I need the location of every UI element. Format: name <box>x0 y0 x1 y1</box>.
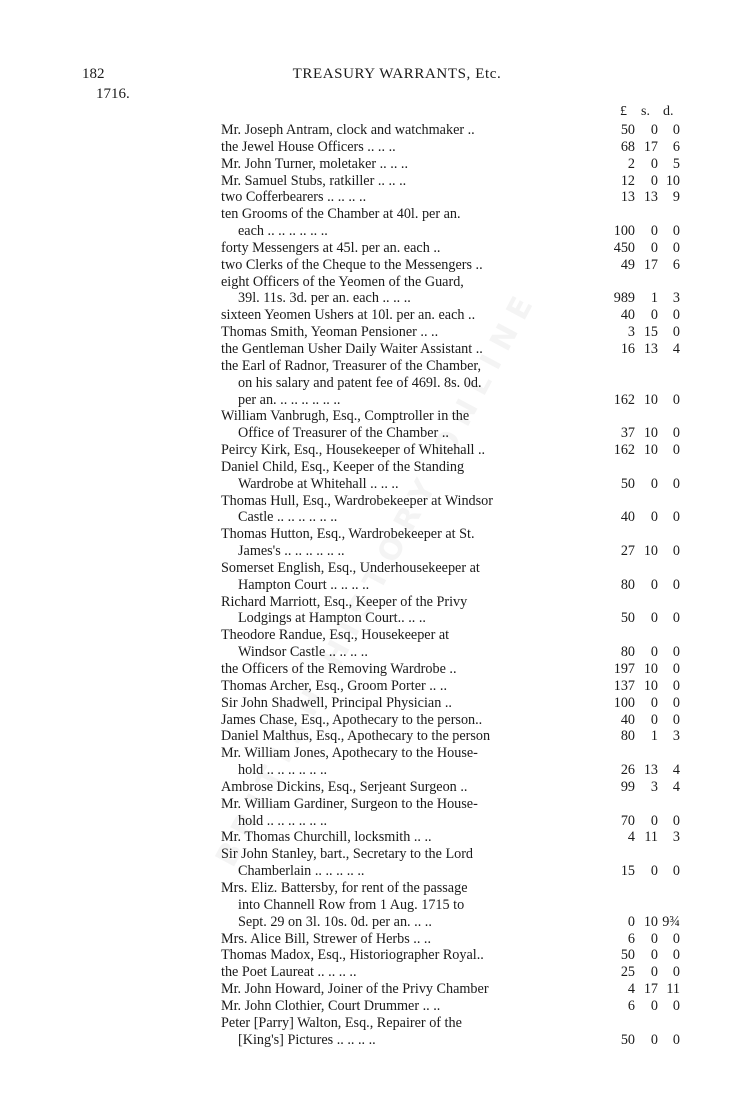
entry-line <box>221 375 675 392</box>
table-row <box>221 526 680 560</box>
entry-line <box>221 677 680 695</box>
table-row <box>221 206 680 240</box>
pence-value: 3 <box>672 290 680 307</box>
entry-line <box>221 913 680 931</box>
entry-line <box>221 897 675 914</box>
shillings-value: 13 <box>643 340 658 357</box>
shillings-value: 0 <box>650 964 658 981</box>
table-row <box>221 677 680 695</box>
entry-line <box>221 459 675 476</box>
entry-line <box>221 324 680 341</box>
entry-line <box>221 762 680 779</box>
entry-line <box>221 846 675 863</box>
table-row <box>221 829 680 846</box>
year-marker: 1716. <box>96 86 130 102</box>
entry-text: Sir John Stanley, bart., Secretary to the Lord <box>221 846 474 863</box>
pounds-value: 25 <box>620 964 635 981</box>
pence-value: 6 <box>672 138 680 155</box>
pence-value: 0 <box>672 997 680 1014</box>
pounds-value: 68 <box>620 138 635 155</box>
pence-value: 0 <box>672 947 680 964</box>
pounds-value: 40 <box>620 509 635 526</box>
pounds-value: 50 <box>620 610 635 627</box>
pounds-value: 99 <box>620 778 635 795</box>
table-row <box>221 661 680 678</box>
pounds-value: 100 <box>613 223 635 240</box>
running-head: TREASURY WARRANTS, Etc. <box>292 66 502 82</box>
shillings-value: 10 <box>643 677 658 694</box>
table-row <box>221 155 680 173</box>
entry-text: Somerset English, Esq., Underhousekeeper at <box>221 559 480 576</box>
pounds-value: 50 <box>620 475 635 492</box>
entry-text: Hampton Court .. .. .. .. <box>238 576 370 593</box>
entry-text: Daniel Child, Esq., Keeper of the Standing <box>221 458 465 475</box>
shillings-value: 15 <box>643 324 658 341</box>
entry-text: Sir John Shadwell, Principal Physician .. <box>221 694 452 711</box>
pence-value: 4 <box>672 778 680 795</box>
pence-value: 0 <box>672 122 680 138</box>
entry-line <box>221 543 680 560</box>
pounds-value: 162 <box>613 391 635 408</box>
shillings-value: 0 <box>650 812 658 829</box>
pence-value: 0 <box>672 964 680 981</box>
entry-line <box>221 627 675 644</box>
pounds-heading: £ <box>620 104 627 119</box>
table-row <box>221 745 680 779</box>
entry-text: Mr. William Jones, Apothecary to the House- <box>221 745 478 762</box>
pence-value: 0 <box>672 425 680 442</box>
table-row <box>221 408 680 442</box>
table-row <box>221 307 680 324</box>
entry-line <box>221 981 680 998</box>
entry-line <box>221 189 680 206</box>
pence-value: 3 <box>672 829 680 846</box>
entry-text: Lodgings at Hampton Court.. .. .. <box>238 610 426 627</box>
pounds-value: 80 <box>620 644 635 661</box>
pounds-value: 3 <box>627 324 635 341</box>
entry-text: Thomas Hull, Esq., Wardrobekeeper at Windsor <box>221 492 493 509</box>
pounds-value: 6 <box>627 997 635 1014</box>
entry-text: Mr. Thomas Churchill, locksmith .. .. <box>221 829 432 846</box>
pence-value: 0 <box>672 661 680 677</box>
table-row <box>221 138 680 156</box>
shillings-value: 10 <box>643 661 658 677</box>
entry-text: sixteen Yeomen Ushers at 10l. per an. each .. <box>221 307 476 324</box>
entry-text: Windsor Castle .. .. .. .. <box>238 644 368 661</box>
table-row <box>221 795 680 830</box>
pence-value: 3 <box>672 728 680 745</box>
entry-text: Mrs. Alice Bill, Strewer of Herbs .. .. <box>221 930 432 947</box>
pounds-value: 13 <box>620 189 635 206</box>
table-row <box>221 492 680 527</box>
table-row <box>221 458 680 493</box>
entry-text: James Chase, Esq., Apothecary to the person.. <box>221 711 483 728</box>
entry-line <box>221 661 680 678</box>
table-row <box>221 846 680 880</box>
shillings-value: 0 <box>650 711 658 728</box>
shillings-value: 0 <box>650 223 658 240</box>
pence-value: 0 <box>672 812 680 829</box>
entry-text: Mr. John Clothier, Court Drummer .. .. <box>221 997 441 1014</box>
pounds-value: 80 <box>620 576 635 593</box>
pounds-value: 6 <box>627 930 635 947</box>
pence-value: 0 <box>672 863 680 880</box>
entry-text: the Poet Laureat .. .. .. .. <box>221 964 357 981</box>
entry-line <box>221 475 680 493</box>
pounds-value: 50 <box>620 947 635 964</box>
entry-text: the Earl of Radnor, Treasurer of the Chamber, <box>221 357 482 374</box>
pence-value: 6 <box>672 256 680 273</box>
table-row <box>221 879 680 931</box>
entry-text: on his salary and patent fee of 469l. 8s. 0d. <box>238 374 482 391</box>
entry-text: Mrs. Eliz. Battersby, for rent of the passage <box>221 879 468 896</box>
table-row <box>221 627 680 661</box>
pounds-value: 40 <box>620 711 635 728</box>
entry-line <box>221 560 675 577</box>
shillings-value: 0 <box>650 694 658 711</box>
entry-line <box>221 526 675 543</box>
table-row <box>221 559 680 594</box>
entry-line <box>221 644 680 661</box>
entry-line <box>221 290 680 307</box>
entry-line <box>221 493 675 510</box>
table-row <box>221 778 680 796</box>
table-row <box>221 239 680 257</box>
table-row <box>221 694 680 712</box>
entry-text: James's .. .. .. .. .. .. <box>238 543 345 560</box>
table-row <box>221 593 680 628</box>
pounds-value: 4 <box>627 981 635 998</box>
table-row <box>221 947 680 964</box>
entry-text: Thomas Madox, Esq., Historiographer Royal.. <box>221 947 484 964</box>
entry-line <box>221 256 680 274</box>
pounds-value: 450 <box>613 239 635 256</box>
shillings-value: 13 <box>643 189 658 206</box>
shillings-value: 10 <box>643 442 658 459</box>
shillings-value: 0 <box>650 947 658 964</box>
pounds-value: 16 <box>620 340 635 357</box>
pence-value: 0 <box>672 442 680 459</box>
entry-line <box>221 745 675 762</box>
entry-line <box>221 880 675 897</box>
shillings-value: 0 <box>650 863 658 880</box>
shillings-value: 0 <box>650 610 658 627</box>
entry-text: hold .. .. .. .. .. .. <box>238 762 328 779</box>
entry-text: [King's] Pictures .. .. .. .. <box>238 1031 376 1048</box>
pounds-value: 137 <box>613 677 635 694</box>
pounds-value: 197 <box>613 661 635 677</box>
entry-line <box>221 863 680 880</box>
entry-line <box>221 408 675 425</box>
entry-text: William Vanbrugh, Esq., Comptroller in the <box>221 408 470 425</box>
entry-line <box>221 610 680 627</box>
entry-text: Mr. William Gardiner, Surgeon to the House- <box>221 795 478 812</box>
shillings-value: 0 <box>650 307 658 324</box>
pence-value: 0 <box>672 644 680 661</box>
table-row <box>221 172 680 190</box>
pence-value: 11 <box>666 981 680 998</box>
entry-line <box>221 594 675 611</box>
pence-value: 0 <box>672 391 680 408</box>
shillings-value: 1 <box>650 290 658 307</box>
pounds-value: 162 <box>613 442 635 459</box>
entry-text: into Channell Row from 1 Aug. 1715 to <box>238 896 465 913</box>
shillings-value: 0 <box>650 475 658 492</box>
shillings-value: 13 <box>643 762 658 779</box>
shillings-value: 17 <box>643 256 658 273</box>
entry-text: Theodore Randue, Esq., Housekeeper at <box>221 627 450 644</box>
pounds-value: 15 <box>620 863 635 880</box>
pence-heading: d. <box>663 104 674 119</box>
entry-line <box>221 122 680 139</box>
pounds-value: 4 <box>627 829 635 846</box>
pounds-value: 50 <box>620 1031 635 1048</box>
entry-line <box>221 930 680 948</box>
entry-line <box>221 442 680 459</box>
shillings-value: 10 <box>643 543 658 560</box>
shillings-value: 1 <box>650 728 658 745</box>
shillings-value: 3 <box>650 778 658 795</box>
entry-text: two Cofferbearers .. .. .. .. <box>221 189 367 206</box>
table-row <box>221 357 680 409</box>
shillings-value: 17 <box>643 138 658 155</box>
pence-value: 0 <box>672 677 680 694</box>
entry-text: Mr. John Turner, moletaker .. .. .. <box>221 155 409 172</box>
shillings-value: 10 <box>643 425 658 442</box>
shillings-value: 11 <box>644 829 658 846</box>
shillings-value: 0 <box>650 122 658 138</box>
entry-text: Mr. Joseph Antram, clock and watchmaker .. <box>221 122 475 138</box>
entry-text: Thomas Smith, Yeoman Pensioner .. .. <box>221 324 439 341</box>
table-row <box>221 189 680 206</box>
pence-value: 9 <box>672 189 680 206</box>
entry-text: forty Messengers at 45l. per an. each .. <box>221 239 441 256</box>
entry-line <box>221 997 680 1015</box>
warrant-table <box>221 122 680 1048</box>
table-row <box>221 340 680 358</box>
entry-text: Castle .. .. .. .. .. .. <box>238 509 338 526</box>
shillings-value: 0 <box>650 155 658 172</box>
pence-value: 0 <box>672 711 680 728</box>
shillings-value: 10 <box>643 913 658 930</box>
entry-line <box>221 711 680 729</box>
entry-text: Thomas Hutton, Esq., Wardrobekeeper at St. <box>221 526 475 543</box>
entry-text: Office of Treasurer of the Chamber .. <box>238 425 449 442</box>
shillings-value: 0 <box>650 997 658 1014</box>
shillings-value: 0 <box>650 930 658 947</box>
entry-text: Daniel Malthus, Esq., Apothecary to the person <box>221 728 491 745</box>
entry-text: Mr. John Howard, Joiner of the Privy Chamber <box>221 981 489 998</box>
entry-line <box>221 778 680 796</box>
entry-text: the Officers of the Removing Wardrobe .. <box>221 661 457 677</box>
entry-text: per an. .. .. .. .. .. .. <box>238 391 341 408</box>
entry-text: Peircy Kirk, Esq., Housekeeper of Whitehall .. <box>221 442 486 459</box>
entry-text: Mr. Samuel Stubs, ratkiller .. .. .. <box>221 172 407 189</box>
entry-line <box>221 138 680 156</box>
table-row <box>221 1014 680 1049</box>
entry-line <box>221 391 680 409</box>
table-row <box>221 997 680 1015</box>
shillings-value: 0 <box>650 576 658 593</box>
pounds-value: 100 <box>613 694 635 711</box>
entry-text: Wardrobe at Whitehall .. .. .. <box>238 475 399 492</box>
entry-text: the Gentleman Usher Daily Waiter Assistant .. <box>221 340 483 357</box>
shillings-value: 0 <box>650 644 658 661</box>
entry-text: each .. .. .. .. .. .. <box>238 223 328 240</box>
entry-line <box>221 829 680 846</box>
shillings-value: 10 <box>643 391 658 408</box>
entry-text: ten Grooms of the Chamber at 40l. per an. <box>221 206 461 223</box>
table-row <box>221 930 680 948</box>
entry-line <box>221 239 680 257</box>
pence-value: 5 <box>672 155 680 172</box>
entry-line <box>221 728 680 745</box>
pounds-value: 989 <box>613 290 635 307</box>
table-row <box>221 273 680 308</box>
entry-line <box>221 340 680 358</box>
entry-text: 39l. 11s. 3d. per an. each .. .. .. <box>238 290 411 307</box>
pence-value: 0 <box>672 239 680 256</box>
pence-value: 4 <box>672 762 680 779</box>
entry-line <box>221 274 675 291</box>
shillings-value: 0 <box>650 172 658 189</box>
entry-line <box>221 1031 680 1049</box>
pence-value: 0 <box>672 223 680 240</box>
table-row <box>221 122 680 139</box>
pence-value: 0 <box>672 324 680 341</box>
entry-text: Chamberlain .. .. .. .. .. <box>238 863 365 880</box>
entry-text: Richard Marriott, Esq., Keeper of the Privy <box>221 593 468 610</box>
pence-value: 0 <box>672 1031 680 1048</box>
entry-line <box>221 964 680 981</box>
entry-text: Peter [Parry] Walton, Esq., Repairer of the <box>221 1014 462 1031</box>
pounds-value: 12 <box>620 172 635 189</box>
pounds-value: 0 <box>627 913 635 930</box>
pounds-value: 80 <box>620 728 635 745</box>
pence-value: 0 <box>672 930 680 947</box>
entry-text: Thomas Archer, Esq., Groom Porter .. .. <box>221 677 447 694</box>
pence-value: 9¾ <box>662 913 680 930</box>
pence-value: 0 <box>672 694 680 711</box>
pounds-value: 27 <box>620 543 635 560</box>
table-row <box>221 964 680 981</box>
pence-value: 0 <box>672 576 680 593</box>
pence-value: 10 <box>665 172 680 189</box>
entry-text: the Jewel House Officers .. .. .. <box>221 138 396 155</box>
entry-line <box>221 206 675 223</box>
entry-line <box>221 155 680 173</box>
pounds-value: 70 <box>620 812 635 829</box>
entry-line <box>221 358 675 375</box>
pence-value: 0 <box>672 475 680 492</box>
entry-line <box>221 509 680 526</box>
pounds-value: 26 <box>620 762 635 779</box>
pounds-value: 40 <box>620 307 635 324</box>
entry-text: Sept. 29 on 3l. 10s. 0d. per an. .. .. <box>238 913 432 930</box>
pence-value: 0 <box>672 307 680 324</box>
entry-line <box>221 425 680 442</box>
entry-text: hold .. .. .. .. .. .. <box>238 812 328 829</box>
entry-line <box>221 172 680 190</box>
table-row <box>221 981 680 998</box>
pence-value: 0 <box>672 509 680 526</box>
entry-line <box>221 694 680 712</box>
entry-text: eight Officers of the Yeomen of the Guard, <box>221 273 464 290</box>
table-row <box>221 256 680 274</box>
entry-line <box>221 223 680 240</box>
table-row <box>221 711 680 729</box>
entry-line <box>221 307 680 324</box>
table-row <box>221 442 680 459</box>
pounds-value: 50 <box>620 122 635 138</box>
shillings-heading: s. <box>641 104 650 119</box>
table-row <box>221 324 680 341</box>
shillings-value: 17 <box>643 981 658 998</box>
entry-line <box>221 1015 675 1032</box>
shillings-value: 0 <box>650 1031 658 1048</box>
entry-line <box>221 796 675 813</box>
pounds-value: 2 <box>627 155 635 172</box>
entry-text: two Clerks of the Cheque to the Messengers .. <box>221 256 483 273</box>
shillings-value: 0 <box>650 239 658 256</box>
entry-line <box>221 812 680 830</box>
pounds-value: 49 <box>620 256 635 273</box>
entry-line <box>221 947 680 964</box>
entry-text: Ambrose Dickins, Esq., Serjeant Surgeon .. <box>221 778 468 795</box>
shillings-value: 0 <box>650 509 658 526</box>
page-number: 182 <box>82 66 105 82</box>
table-row <box>221 728 680 745</box>
pence-value: 0 <box>672 543 680 560</box>
pence-value: 4 <box>672 340 680 357</box>
pence-value: 0 <box>672 610 680 627</box>
pounds-value: 37 <box>620 425 635 442</box>
entry-line <box>221 576 680 594</box>
